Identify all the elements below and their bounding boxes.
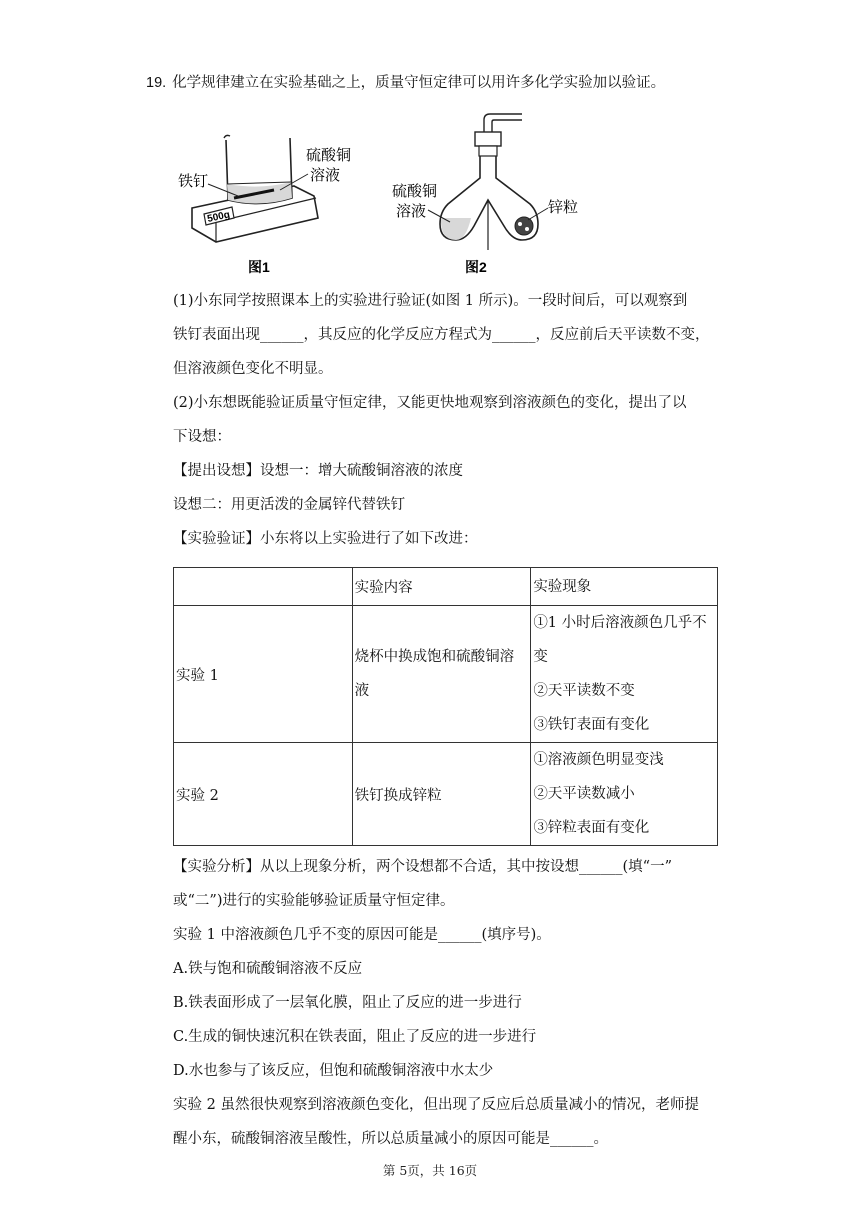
hypothesis-2: 设想二：用更活泼的金属锌代替铁钉 [173, 497, 405, 513]
question-title [146, 72, 665, 94]
analysis-line-3: 实验 1 中溶液颜色几乎不变的原因可能是______(填序号)。 [173, 927, 551, 943]
observation-line: ③锌粒表面有变化 [533, 820, 650, 836]
observation-line: ①溶液颜色明显变浅 [533, 752, 664, 768]
fig1-label-solution-1: 硫酸铜 [306, 146, 352, 164]
hypothesis-1: 【提出设想】设想一：增大硫酸铜溶液的浓度 [173, 463, 463, 479]
option-b: B.铁表面形成了一层氧化膜，阻止了反应的进一步进行 [173, 995, 522, 1011]
fig1-caption: 图1 [248, 259, 270, 275]
analysis-line-2: 或“二”)进行的实验能够验证质量守恒定律。 [173, 893, 455, 909]
scale-reading: 500g [206, 209, 231, 225]
fig1-label-nail: 铁钉 [178, 172, 209, 190]
experiment-content [352, 606, 531, 743]
content-line: 烧杯中换成饱和硫酸铜溶 [354, 649, 515, 665]
observation-line: ②天平读数不变 [533, 683, 635, 699]
stopper [475, 132, 501, 146]
observation-line: ②天平读数减小 [533, 786, 635, 802]
zinc-granules [515, 217, 533, 235]
question-text: 化学规律建立在实验基础之上，质量守恒定律可以用许多化学实验加以验证。 [172, 75, 666, 91]
glass-tube [484, 114, 522, 132]
observation-line: ③铁钉表面有变化 [533, 717, 650, 733]
option-d: D.水也参与了该反应，但饱和硫酸铜溶液中水太少 [173, 1063, 494, 1079]
verify-intro: 【实验验证】小东将以上实验进行了如下改进： [173, 531, 478, 547]
table-header-cell: 实验内容 [352, 568, 531, 606]
analysis-line-5: 醒小东，硫酸铜溶液呈酸性，所以总质量减小的原因可能是______。 [173, 1131, 608, 1147]
experiment-content: 铁钉换成锌粒 [352, 743, 531, 846]
content-line: 液 [354, 683, 370, 699]
table-header-cell [174, 568, 353, 606]
table-row [174, 606, 718, 743]
experiment-table [173, 567, 718, 846]
experiment-figures [170, 100, 600, 280]
part-2-line-1: (2)小东想既能验证质量守恒定律，又能更快地观察到溶液颜色的变化，提出了以 [173, 395, 687, 411]
fig2-label-solution-2: 溶液 [396, 202, 427, 220]
observation-line: 变 [533, 649, 548, 665]
experiment-name: 实验 1 [174, 606, 353, 743]
question-number: 19. [146, 75, 167, 91]
part-1-line-1: (1)小东同学按照课本上的实验进行验证(如图 1 所示)。一段时间后，可以观察到 [173, 293, 688, 309]
figure-1 [178, 135, 351, 275]
part-1 [173, 284, 718, 556]
experiment-observation [531, 743, 718, 846]
table-header-row [174, 568, 718, 606]
part-1-line-2: 铁钉表面出现______，其反应的化学反应方程式为______，反应前后天平读数不变， [173, 327, 710, 343]
table-row [174, 743, 718, 846]
experiment-name: 实验 2 [174, 743, 353, 846]
fig2-label-solution-1: 硫酸铜 [392, 182, 438, 200]
analysis-line-1: 【实验分析】从以上现象分析，两个设想都不合适，其中按设想______(填“一” [173, 859, 672, 875]
option-a: A.铁与饱和硫酸铜溶液不反应 [173, 961, 363, 977]
fig2-caption: 图2 [465, 259, 487, 275]
analysis [173, 850, 718, 1156]
fig2-label-zinc: 锌粒 [548, 198, 579, 216]
option-c: C.生成的铜快速沉积在铁表面，阻止了反应的进一步进行 [173, 1029, 537, 1045]
observation-line: ①1 小时后溶液颜色几乎不 [533, 615, 707, 631]
part-2-line-2: 下设想： [173, 429, 231, 445]
page-footer: 第 5页，共 16页 [382, 1163, 478, 1178]
fig1-label-solution-2: 溶液 [310, 166, 341, 184]
part-1-line-3: 但溶液颜色变化不明显。 [173, 361, 333, 377]
figure-2 [392, 114, 578, 275]
analysis-line-4: 实验 2 虽然很快观察到溶液颜色变化，但出现了反应后总质量减小的情况，老师提 [173, 1097, 699, 1113]
experiment-observation [531, 606, 718, 743]
table-header-cell: 实验现象 [531, 568, 718, 606]
